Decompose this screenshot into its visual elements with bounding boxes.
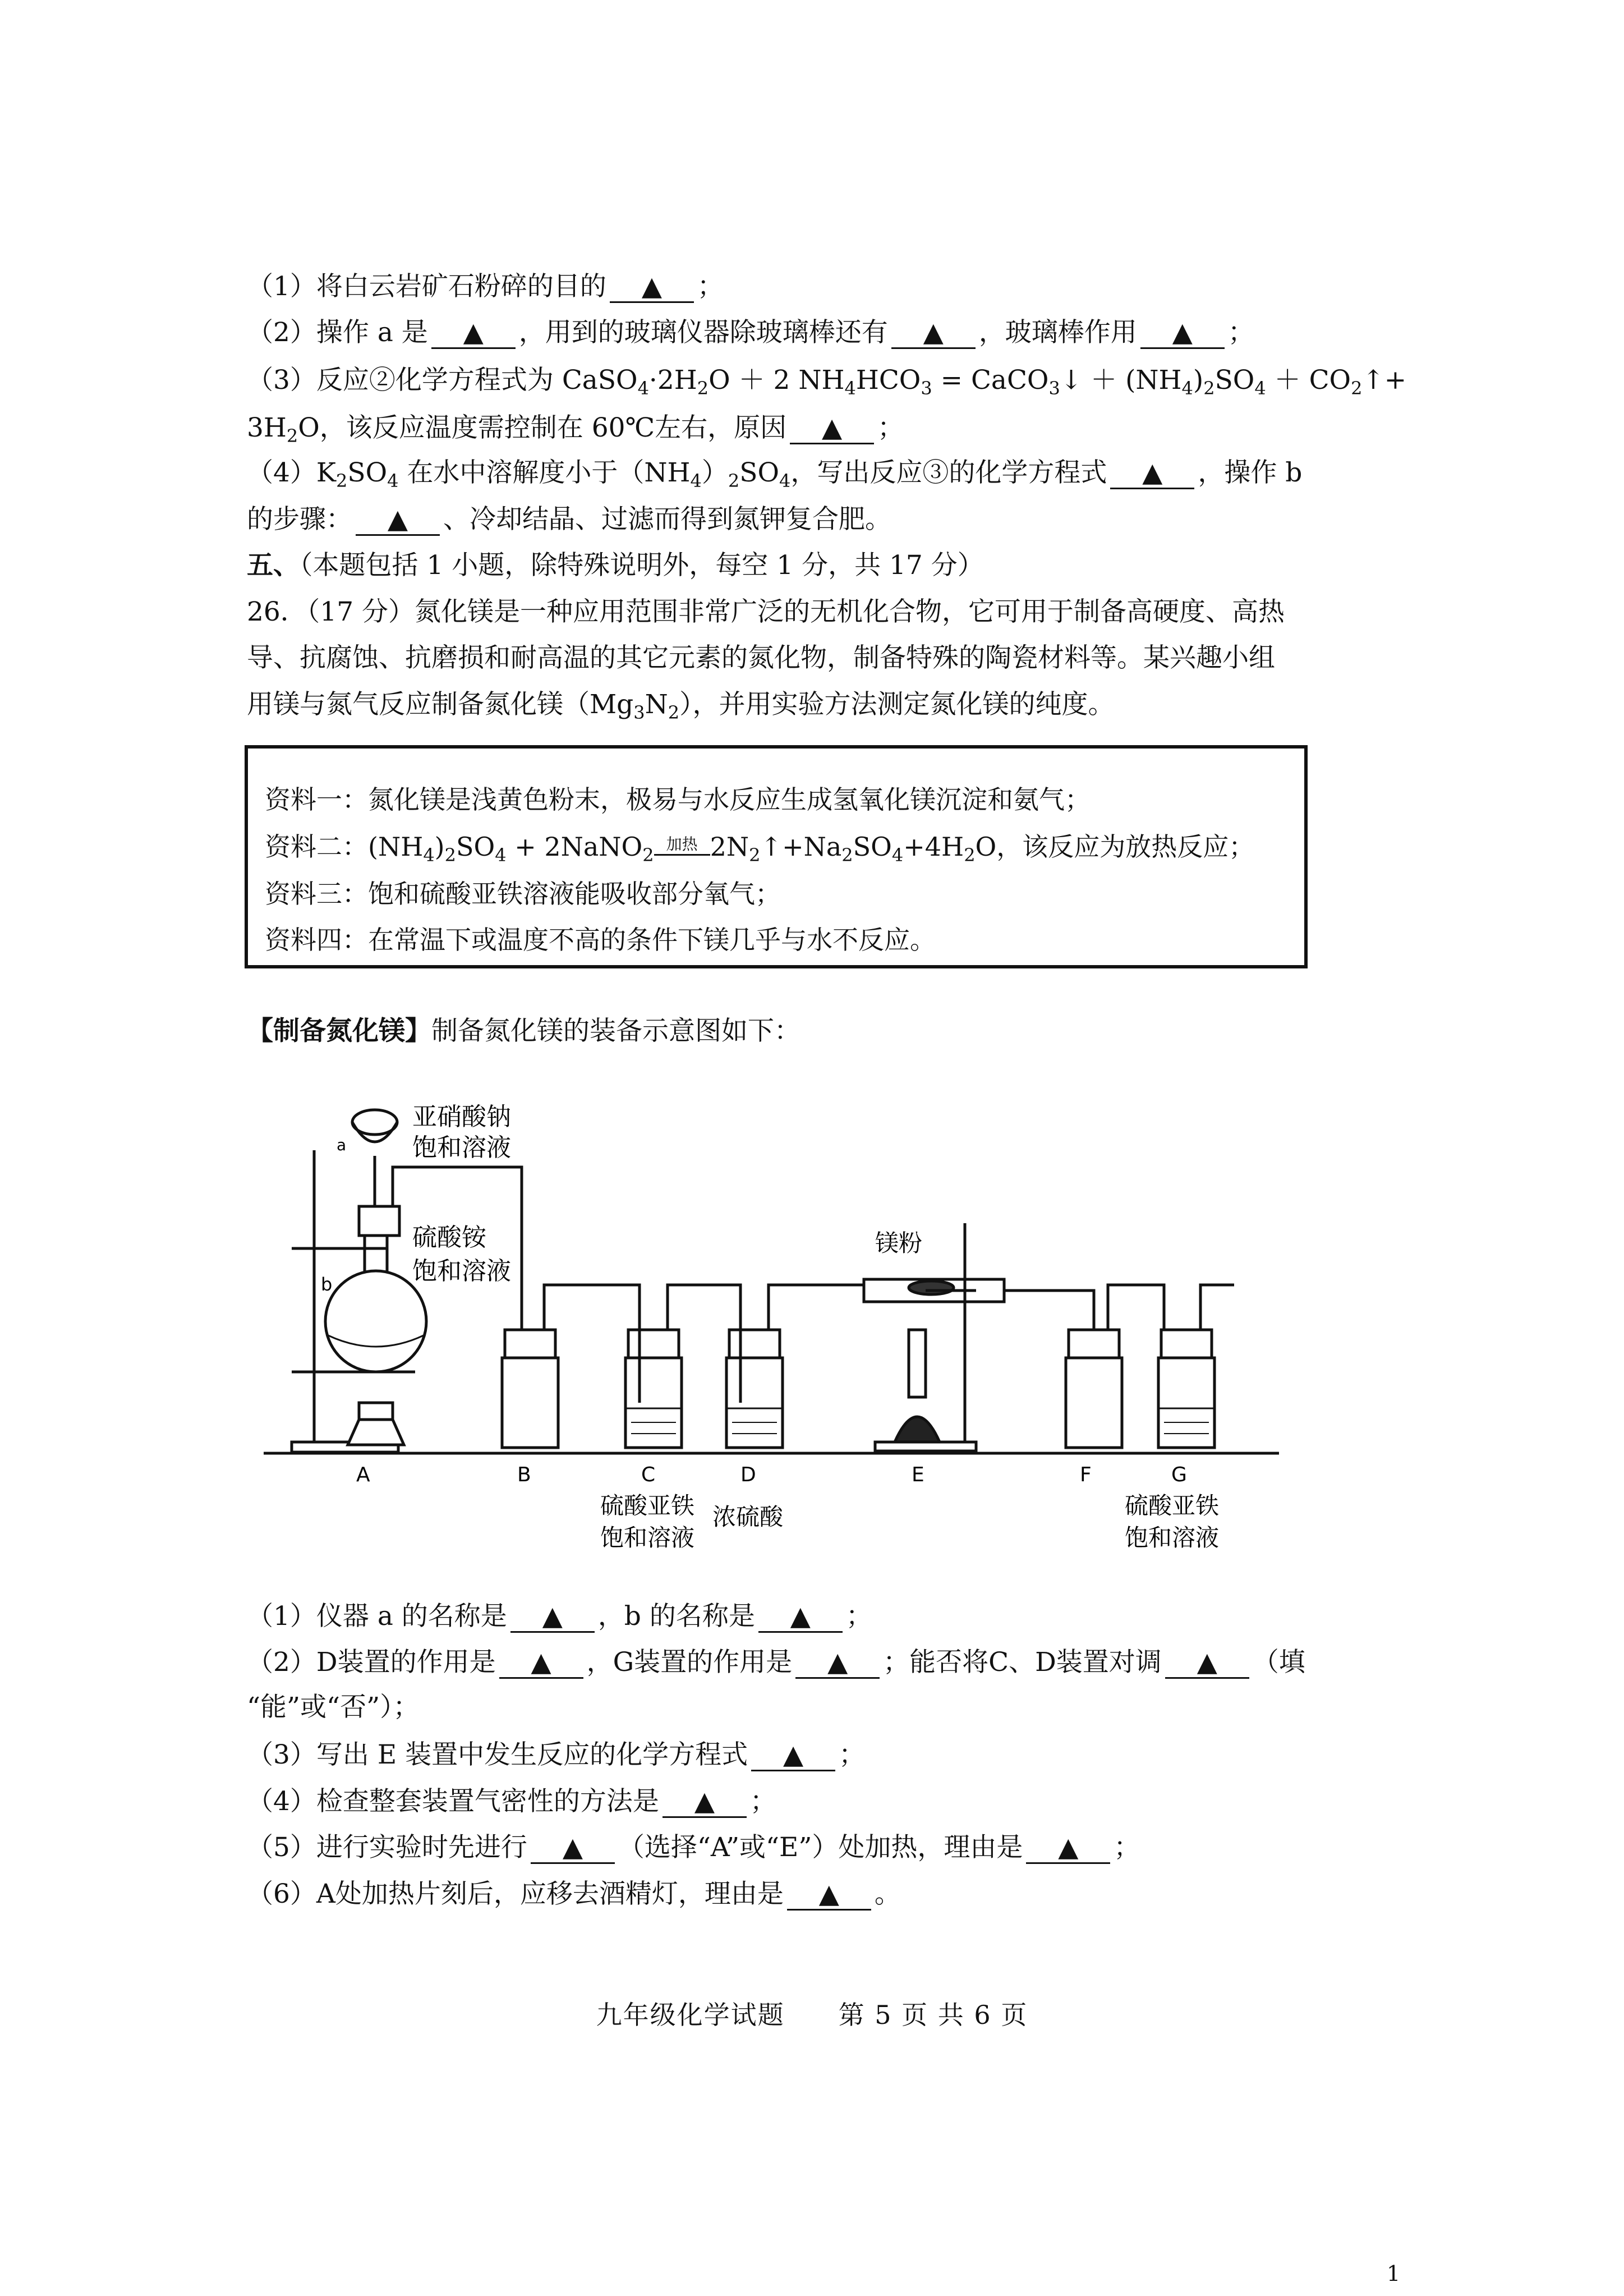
answer-blank[interactable]: ▲ bbox=[510, 1602, 595, 1633]
answer-blank[interactable]: ▲ bbox=[431, 318, 516, 349]
material-3: 资料三：饱和硫酸亚铁溶液能吸收部分氧气； bbox=[265, 879, 781, 909]
c-reagent-1: 硫酸亚铁 bbox=[600, 1492, 695, 1519]
section-5-heading: 五、（本题包括 1 小题，除特殊说明外，每空 1 分，共 17 分） bbox=[247, 550, 984, 581]
answer-blank[interactable]: ▲ bbox=[787, 1880, 871, 1911]
q26-5: （5）进行实验时先进行 ▲ （选择“A”或“E”）处加热，理由是 ▲ ； bbox=[247, 1832, 1140, 1863]
reagent-mid-2: 饱和溶液 bbox=[412, 1257, 511, 1285]
answer-blank[interactable]: ▲ bbox=[610, 272, 694, 303]
mg-powder-label: 镁粉 bbox=[875, 1229, 923, 1257]
q25-3-line2: $3H_2O$，该反应温度需控制在 60℃左右，原因 ▲ ； bbox=[247, 412, 904, 447]
answer-blank[interactable]: ▲ bbox=[1026, 1833, 1110, 1864]
page-footer: 九年级化学试题 第 5 页 共 6 页 bbox=[596, 2000, 1028, 2030]
unit-label-d: D bbox=[740, 1463, 756, 1486]
answer-blank[interactable]: ▲ bbox=[663, 1787, 747, 1818]
answer-blank[interactable]: ▲ bbox=[531, 1833, 615, 1864]
answer-blank[interactable]: ▲ bbox=[891, 318, 976, 349]
q26-3: （3）写出 E 装置中发生反应的化学方程式 ▲ ； bbox=[247, 1739, 866, 1770]
q25-3-line1: （3）反应②化学方程式为 $CaSO_4\cdot 2H_2O + 2$ $NH_4HCO_3$ = CaCO$_3$↓ ＋ $(NH_4)_2SO_4$ ＋ $CO_2↑+$ bbox=[247, 365, 1407, 399]
reagent-mid-1: 硫酸铵 bbox=[412, 1223, 486, 1252]
material-1: 资料一：氮化镁是浅黄色粉末，极易与水反应生成氢氧化镁沉淀和氨气； bbox=[265, 784, 1091, 815]
unit-label-b: B bbox=[517, 1463, 531, 1486]
q26-intro-line1: 26．（17 分）氮化镁是一种应用范围非常广泛的无机化合物，它可用于制备高硬度、高热 bbox=[247, 596, 1285, 627]
q26-6: （6）A处加热片刻后，应移去酒精灯，理由是 ▲ 。 bbox=[247, 1879, 901, 1909]
unit-label-a: A bbox=[356, 1463, 370, 1486]
label-b: b bbox=[321, 1274, 333, 1295]
q26-2-line1: （2）D装置的作用是 ▲ ，G装置的作用是 ▲ ；能否将C、D装置对调 ▲ （填 bbox=[247, 1647, 1305, 1678]
c-reagent-2: 饱和溶液 bbox=[600, 1524, 695, 1551]
heat-condition-arrow: 加热 bbox=[654, 837, 710, 856]
reagent-top-2: 饱和溶液 bbox=[412, 1133, 511, 1162]
answer-blank[interactable]: ▲ bbox=[758, 1602, 843, 1633]
unit-label-e: E bbox=[912, 1463, 924, 1486]
reagent-top-1: 亚硝酸钠 bbox=[412, 1103, 511, 1131]
prep-title: 【制备氮化镁】制备氮化镁的装备示意图如下： bbox=[247, 1016, 801, 1046]
answer-blank[interactable]: ▲ bbox=[790, 414, 874, 444]
q26-intro-line3: 用镁与氮气反应制备氮化镁$(Mg_3N_2)$，并用实验方法测定氮化镁的纯度。 bbox=[247, 689, 1115, 723]
material-2: 资料二：$(NH_4)_2SO_4$ + 2NaNO$_2$ 加热 $2N_2↑+Na_2SO_4+4H_2O$，该反应为放热反应； bbox=[265, 832, 1255, 866]
answer-blank[interactable]: ▲ bbox=[1165, 1648, 1249, 1679]
answer-blank[interactable]: ▲ bbox=[356, 505, 440, 536]
page-number: 1 bbox=[1387, 2261, 1401, 2286]
g-reagent-1: 硫酸亚铁 bbox=[1125, 1492, 1220, 1519]
q26-intro-line2: 导、抗腐蚀、抗磨损和耐高温的其它元素的氮化物，制备特殊的陶瓷材料等。某兴趣小组 bbox=[247, 642, 1275, 673]
answer-blank[interactable]: ▲ bbox=[751, 1741, 835, 1771]
unit-label-f: F bbox=[1080, 1463, 1092, 1486]
answer-blank[interactable]: ▲ bbox=[1140, 318, 1225, 349]
q25-4-line1: $(4)K_2SO_4$ 在水中溶解度小于$(NH_4)_2SO_4$，写出反应③的化学方程式 ▲ ，操作 b bbox=[247, 457, 1303, 492]
g-reagent-2: 饱和溶液 bbox=[1125, 1524, 1220, 1551]
label-a: a bbox=[337, 1136, 347, 1154]
q26-1: （1）仪器 a 的名称是 ▲ ，b 的名称是 ▲ ； bbox=[247, 1601, 872, 1632]
q25-4-line2: 的步骤： ▲ 、冷却结晶、过滤而得到氮钾复合肥。 bbox=[247, 504, 891, 535]
d-reagent: 浓硫酸 bbox=[712, 1503, 784, 1531]
answer-blank[interactable]: ▲ bbox=[1110, 458, 1194, 489]
q25-2: （2）操作 a 是 ▲ ，用到的玻璃仪器除玻璃棒还有 ▲ ，玻璃棒作用 ▲ ； bbox=[247, 317, 1254, 348]
q26-2-line2: “能”或“否”）； bbox=[247, 1692, 420, 1723]
q25-1: （1）将白云岩矿石粉碎的目的 ▲ ； bbox=[247, 271, 724, 302]
answer-blank[interactable]: ▲ bbox=[499, 1648, 583, 1679]
unit-label-g: G bbox=[1171, 1463, 1187, 1486]
material-4: 资料四：在常温下或温度不高的条件下镁几乎与水不反应。 bbox=[265, 925, 936, 955]
answer-blank[interactable]: ▲ bbox=[795, 1648, 880, 1679]
q26-4: （4）检查整套装置气密性的方法是 ▲ ； bbox=[247, 1786, 776, 1817]
unit-label-c: C bbox=[641, 1463, 656, 1486]
